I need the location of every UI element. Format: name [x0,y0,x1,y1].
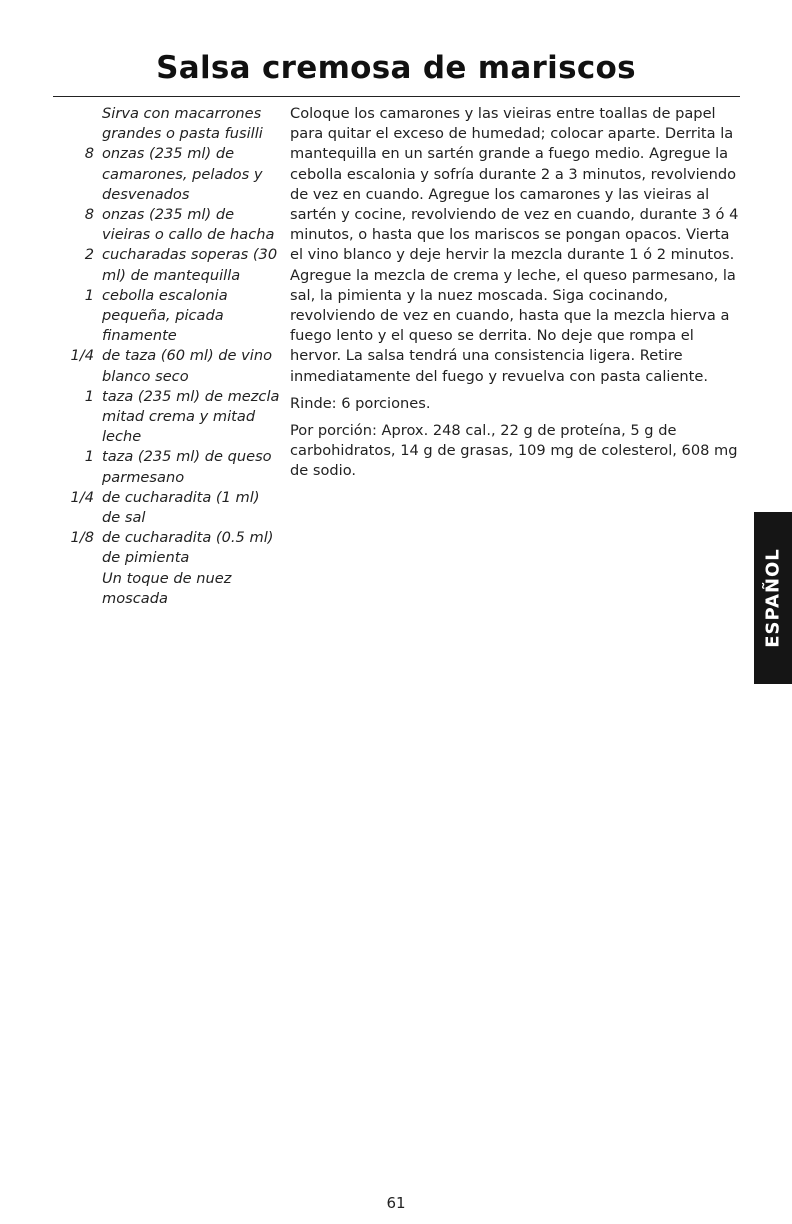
ingredient-item [62,488,280,528]
ingredient-text: onzas (235 ml) de camarones, pelados y desvenados [102,145,263,203]
ingredient-item [62,286,280,347]
language-tab-label: ESPAÑOL [762,548,784,648]
ingredient-text: taza (235 ml) de queso parmesano [102,448,272,486]
ingredient-qty: 1 [84,286,94,304]
ingredient-text: taza (235 ml) de mezcla mitad crema y mitad leche [102,387,280,446]
title-divider [53,96,740,97]
ingredient-text: cucharadas soperas (30 ml) de mantequilla [102,246,278,284]
ingredient-qty: 2 [84,246,94,264]
ingredient-qty: 8 [84,145,94,163]
instructions-paragraph: Coloque los camarones y las vieiras entre toallas de papel para quitar el exceso de humedad; colocar aparte. Derrita la mantequilla en un sartén grande a fuego medio. Agregue la cebolla escalonia y sofría durante 2 a 3 minutos, revolviendo de vez en cuando. Agregue los camarones y las vieiras al sartén y cocine, revolviendo de vez en cuando, durante 3 ó 4 minutos, o hasta que los mariscos se pongan opacos. Vierta el vino blanco y deje hervir la mezcla durante 1 ó 2 minutos. Agregue la mezcla de crema y leche, el queso parmesano, la sal, la pimienta y la nuez moscada. Siga cocinando, revolviendo de vez en cuando, hasta que la mezcla hierva a fuego lento y el queso se derrita. No deje que rompa el hervor. La salsa tendrá una consistencia ligera. Retire inmediatamente del fuego y revuelva con pasta caliente. [290,105,739,385]
ingredient-item [62,528,280,568]
page-title: Salsa cremosa de mariscos [156,50,636,86]
ingredient-item [62,569,280,609]
ingredient-item [62,346,280,386]
ingredient-qty: 1/4 [70,488,94,506]
ingredient-text: de cucharadita (1 ml) de sal [102,488,260,527]
ingredient-item [62,387,280,448]
page-number: 61 [386,1194,406,1212]
ingredient-qty: 8 [84,206,94,224]
ingredient-text: de cucharadita (0.5 ml) de pimienta [102,529,274,567]
method-section [290,104,742,489]
ingredient-item [62,144,280,205]
ingredient-qty: 1/4 [70,347,94,365]
ingredient-text: onzas (235 ml) de vieiras o callo de hacha [102,206,275,244]
ingredient-item [62,104,280,144]
ingredient-text: Sirva con macarrones grandes o pasta fusilli [102,105,263,143]
ingredient-item [62,447,280,487]
ingredient-item [62,245,280,285]
ingredient-text: Un toque de nuez moscada [102,569,232,607]
nutrition-text: Por porción: Aprox. 248 cal., 22 g de proteína, 5 g de carbohidratos, 14 g de grasas, 109 mg de colesterol, 608 mg de sodio. [290,422,738,480]
yield-text: Rinde: 6 porciones. [290,394,431,412]
ingredients-list [62,104,280,609]
ingredient-qty: 1 [84,387,94,405]
ingredient-qty: 1/8 [70,529,94,547]
ingredient-item [62,205,280,245]
language-tab [754,512,792,684]
ingredient-text: de taza (60 ml) de vino blanco seco [102,347,273,385]
ingredient-qty: 1 [84,448,94,466]
ingredient-text: cebolla escalonia pequeña, picada finamente [102,286,228,345]
